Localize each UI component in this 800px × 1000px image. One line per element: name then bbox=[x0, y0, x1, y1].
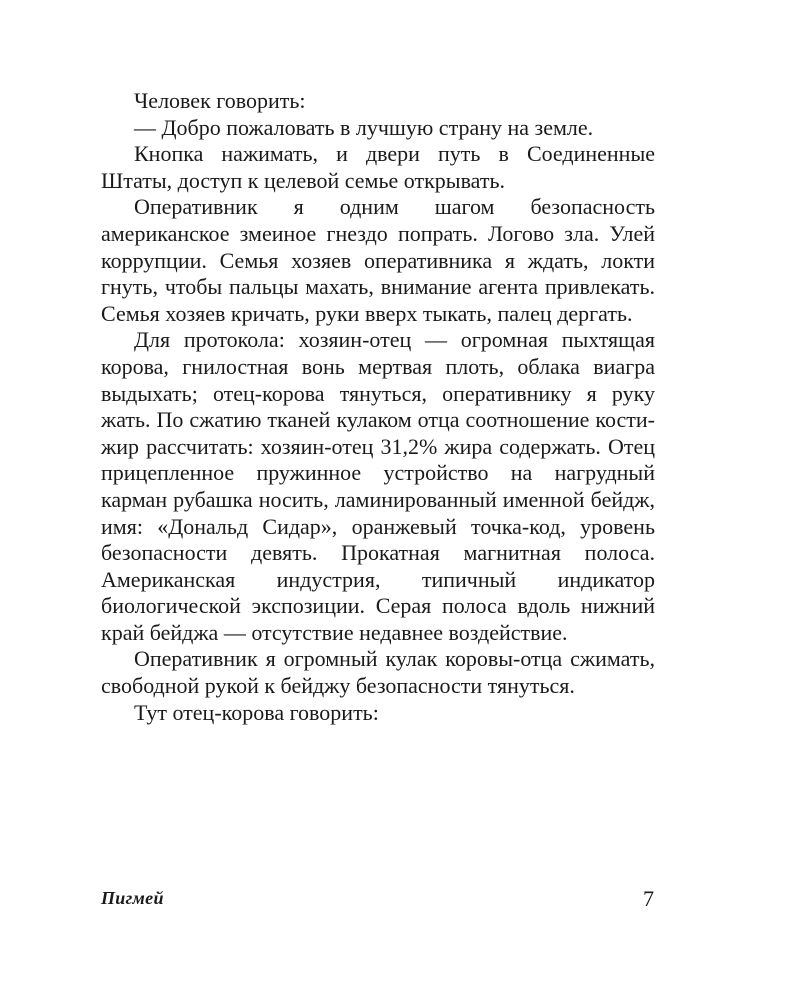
running-footer-title: Пигмей bbox=[101, 888, 164, 908]
paragraph-1: Человек говорить: bbox=[134, 88, 306, 113]
paragraph-7: Тут отец-корова говорить: bbox=[134, 699, 379, 725]
paragraph-3: Кнопка нажимать, и двери путь в Соединенные Штаты, доступ к целевой семье открывать. bbox=[101, 141, 655, 193]
page-number: 7 bbox=[643, 886, 654, 911]
paragraph-2: — Добро пожаловать в лучшую страну на земле. bbox=[134, 114, 594, 140]
paragraph-5: Для протокола: хозяин-отец — огромная пыхтящая корова, гнилостная вонь мертвая плоть, облака виагра выдыхать; отец-корова тянуться, оперативнику я руку жать. По сжатию тканей кулаком отца соотношение кости-жир рассчитать: хозяин-отец 31,2% жира содержать. Отец прицепленное пружинное устройство на нагрудный карман рубашка носить, ламинированный именной бейдж, имя: «Дональд Сидар», оранжевый точка-код, уровень безопасности девять. Прокатная магнитная полоса. Американская индустрия, типичный индикатор биологической экспозиции. Серая полоса вдоль нижний край бейджа — отсутствие недавнее воздействие. bbox=[101, 327, 655, 645]
body-text bbox=[101, 88, 655, 726]
paragraph-4: Оперативник я одним шагом безопасность американское змеиное гнездо попрать. Логово зла. Улей коррупции. Семья хозяев оперативника я ждать, локти гнуть, чтобы пальцы махать, внимание агента привлекать. Семья хозяев кричать, руки вверх тыкать, палец дергать. bbox=[101, 194, 655, 326]
paragraph-6: Оперативник я огромный кулак коровы-отца сжимать, свободной рукой к бейджу безопасности тянуться. bbox=[101, 646, 655, 699]
